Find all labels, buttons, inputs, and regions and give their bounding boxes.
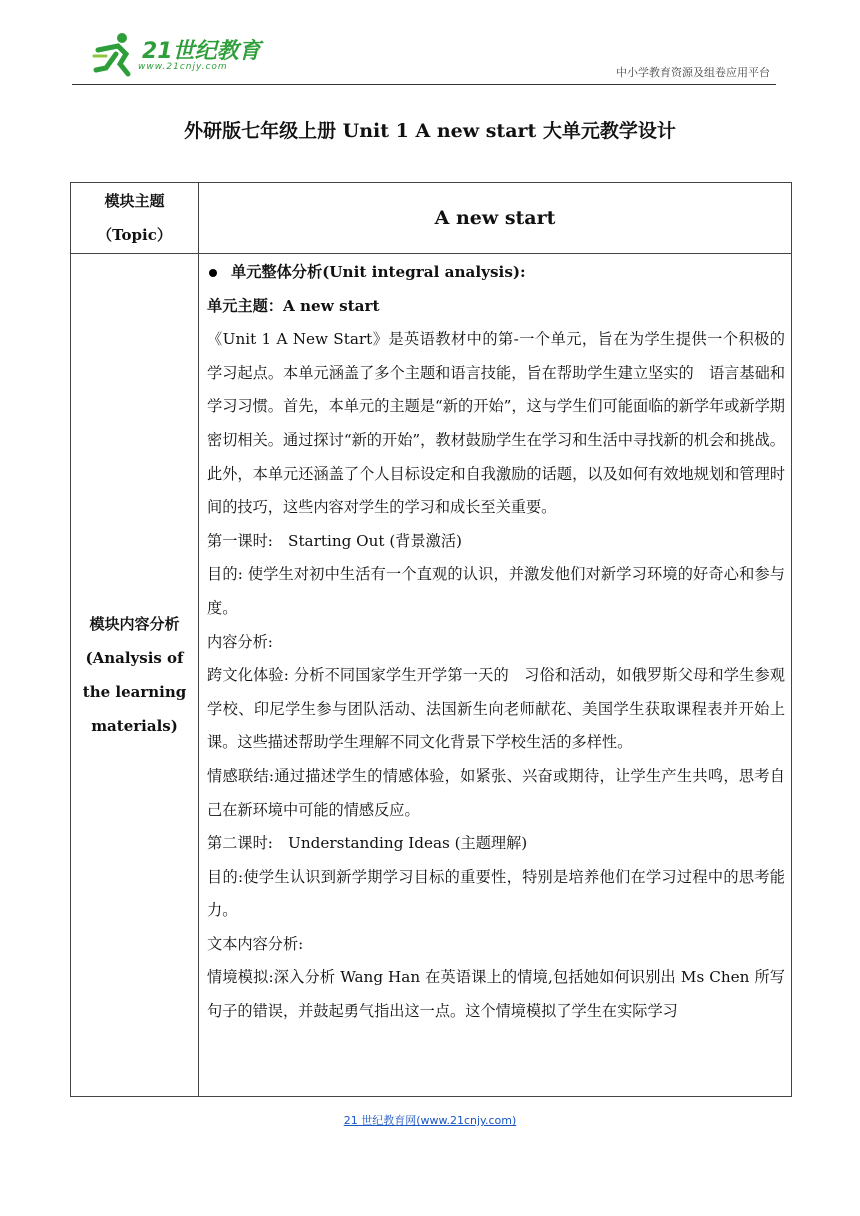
page-header — [72, 26, 776, 85]
paragraph: 《Unit 1 A New Start》是英语教材中的第-一个单元，旨在为学生提供一个积极的学习起点。本单元涵盖了多个主题和语言技能，旨在帮助学生建立坚实的 语言基础和学习习惯。首先，本单元的主题是“新的开始”，这与学生们可能面临的新学年或新学期密切相关。通过探讨“新的开始”，教材鼓励学生在学习和生活中寻找新的机会和挑战。此外，本单元还涵盖了个人目标设定和自我激励的话题，以及如何有效地规划和管理时间的技巧，这些内容对学生的学习和成长至关重要。 — [207, 330, 785, 517]
paragraph: 跨文化体验: 分析不同国家学生开学第一天的 习俗和活动，如俄罗斯父母和学生参观学校、印尼学生参与团队活动、法国新生向老师献花、美国学生获取课程表并开始上课。这些描述帮助学生理解不同文化背景下学校生活的多样性。 — [207, 666, 785, 752]
analysis-content — [199, 254, 792, 1097]
analysis-label-en-1: (Analysis of — [85, 649, 184, 667]
paragraph: 目的: 使学生对初中生活有一个直观的认识，并激发他们对新学习环境的好奇心和参与度。 — [207, 565, 785, 617]
analysis-label-en-3: materials) — [91, 717, 178, 735]
logo — [92, 28, 262, 78]
analysis-label-cn: 模块内容分析 — [89, 615, 180, 633]
logo-url: www.21cnjy.com — [138, 62, 228, 72]
logo-text: 21世纪教育 — [142, 39, 261, 64]
table-row-topic — [71, 183, 792, 254]
section-heading: 单元整体分析(Unit integral analysis): — [207, 256, 785, 290]
bullet-icon — [209, 269, 217, 277]
paragraph: 情境模拟:深入分析 Wang Han 在英语课上的情境,包括她如何识别出 Ms Chen 所写句子的错误，并鼓起勇气指出这一点。这个情境模拟了学生在实际学习 — [207, 968, 785, 1021]
runner-logo-icon — [92, 30, 140, 78]
paragraph: 第一课时: Starting Out (背景激活) — [207, 531, 462, 550]
paragraph: 情感联结:通过描述学生的情感体验，如紧张、兴奋或期待，让学生产生共鸣，思考自己在新环境中可能的情感反应。 — [207, 766, 785, 819]
paragraph: 内容分析: — [207, 632, 273, 651]
topic-label-cn: 模块主题 — [104, 192, 165, 210]
platform-name: 中小学教育资源及组卷应用平台 — [616, 66, 770, 79]
topic-value: A new start — [199, 183, 792, 254]
paragraph: 目的:使学生认识到新学期学习目标的重要性，特别是培养他们在学习过程中的思考能力。 — [207, 867, 785, 920]
topic-label-en: （Topic） — [97, 226, 172, 244]
paragraph: 第二课时: Understanding Ideas (主题理解) — [207, 834, 528, 853]
footer-link[interactable]: 21 世纪教育网(www.21cnjy.com) — [343, 1114, 517, 1127]
document-title: 外研版七年级上册 Unit 1 A new start 大单元教学设计 — [184, 120, 676, 142]
topic-label-cell — [71, 183, 199, 254]
paragraph: 文本内容分析: — [207, 934, 304, 953]
table-row-analysis — [71, 254, 792, 1097]
analysis-label-cell — [71, 254, 199, 1097]
lesson-design-table — [70, 182, 792, 1097]
unit-theme: 单元主题：A new start — [207, 296, 380, 315]
analysis-label-en-2: the learning — [82, 683, 187, 701]
